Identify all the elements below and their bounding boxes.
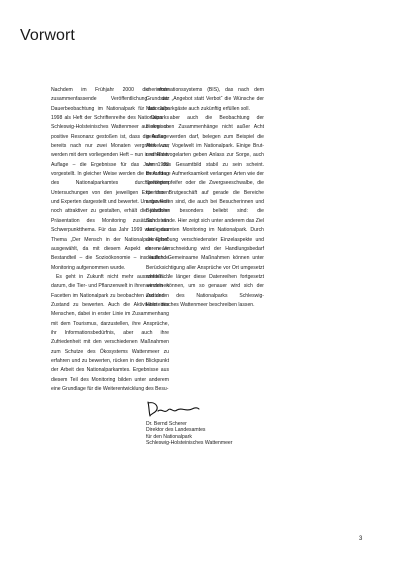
signer-affiliation: Schleswig-Holsteinisches Wattenmeer [146, 440, 233, 447]
signer-name: Dr. Bernd Scherer [146, 421, 187, 427]
paragraph: cherinformationssystems (BIS), das nach dem Grundsatz „Angebot statt Verbot“ die Wünsche der Nationalparkgäste auch zukünftig erfüllen soll. [146, 87, 264, 112]
page-number: 3 [359, 536, 363, 542]
signer-block [146, 421, 296, 447]
right-text-column [146, 86, 264, 310]
paragraph: Dass aber auch die Beobachtung der biologischen Zusammenhänge nicht außer Acht gelassen werden darf, belegen zum Beispiel die Artikel zur Vogelwelt im Nationalpark. Einige Brut- und Rastvogelarten geben Anlass zur Sorge, auch wenn das Gesamtbild stabil zu sein scheint. Besondere Aufmerksamkeit verlangen Arten wie der Seeregenpfeifer oder die Zwergseeschwalbe, die für das Brutgeschäft auf gerade die Bereiche angewiesen sind, die auch bei Besucherinnen und Besuchern besonders beliebt sind: die Sandstrände. Hier zeigt sich unter anderem das Ziel des gesamten Monitoring im Nationalpark. Durch die Erhebung verschiedenster Einzelaspekte und deren Verschneidung wird der Handlungsbedarf deutlich. Gemeinsame Maßnahmen können unter Berücksichtigung aller Ansprüche vor Ort umgesetzt werden. Je länger diese Datenreihen fortgesetzt werden können, um so genauer wird sich der Zustand des Nationalparks Schleswig-Holsteinisches Wattenmeer beschreiben lassen. [146, 115, 264, 308]
paragraph: Es geht in Zukunft nicht mehr ausschließlich darum, die Tier- und Pflanzenwelt in ihren einzelnen Facetten im Nationalpark zu beobachten und deren Zustand zu bewerten. Auch die Aktivitäten des Menschen, dabei in erster Linie im Zusammenhang mit dem Tourismus, darzustellen, ihre Ansprüche, ihr Informationsbedürfnis, aber auch ihre Zufriedenheit mit den verschiedenen Maßnahmen zum Schutze des Ökosystems Wattenmeer zu erfahren und zu bewerten, rücken in den Blickpunkt der Arbeit des Nationalparkamtes. Ergebnisse aus diesem Teil des Monitoring bilden unter anderem eine Grundlage für die Weiterentwicklung des Besu- [51, 273, 169, 392]
paragraph: Nachdem im Frühjahr 2000 die erste zusammenfassende Veröffentlichung der Dauerbeobachtung im Nationalpark für das Jahr 1998 als Heft der Schriftenreihe des Nationalparks Schleswig-Holsteinisches Wattenmeer auf eine so positive Resonanz gestoßen ist, dass die Auflage bereits nach nur zwei Monaten vergriffen war, werden mit dem vorliegenden Heft – nun in erhöhter Auflage – die Ergebnisse für das Jahr 1999 vorgestellt. In gleicher Weise werden die im Auftrag des Nationalparkamtes durchgeführten Untersuchungen von den jeweiligen Expertinnen und Experten dargestellt und bewertet. Um das Heft noch attraktiver zu gestalten, erhält die jährliche Präsentation des Monitoring zusätzlich ein Schwerpunktthema. Für das Jahr 1999 wurde das Thema „Der Mensch in der Nationalparkregion“ ausgewählt, da mit diesem Aspekt ein neuer Bestandteil – die Sozioökonomie – ins laufende Monitoring aufgenommen wurde. [51, 87, 169, 271]
signer-role: Direktor des Landesamtes [146, 427, 206, 434]
page-title: Vorwort [20, 27, 75, 44]
handwritten-signature [146, 400, 201, 418]
signer-affiliation: für den Nationalpark [146, 433, 192, 440]
